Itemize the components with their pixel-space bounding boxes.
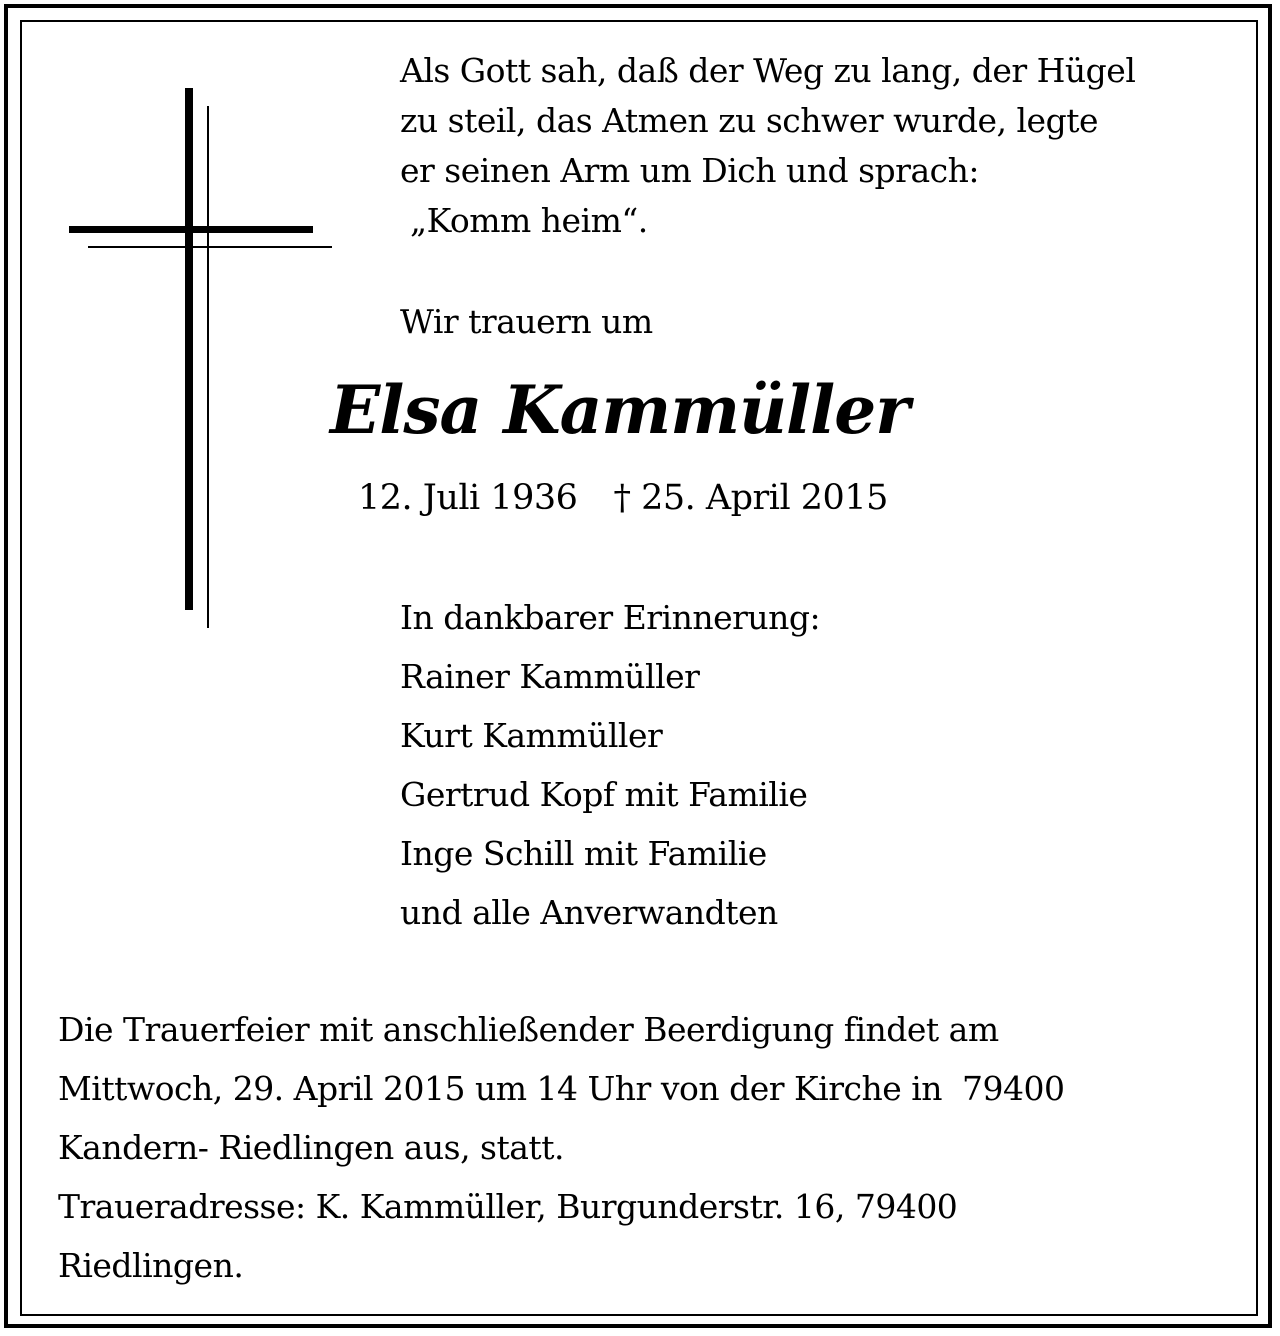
funeral-line: Mittwoch, 29. April 2015 um 14 Uhr von der Kirche in 79400 [58, 1069, 1065, 1108]
birth-date: 12. Juli 1936 [358, 478, 578, 518]
cross-icon [60, 80, 350, 640]
mourning-intro: Wir trauern um [400, 302, 653, 341]
funeral-line: Kandern- Riedlingen aus, statt. [58, 1128, 564, 1167]
survivors-heading: In dankbarer Erinnerung: [400, 598, 821, 637]
survivor-name: Gertrud Kopf mit Familie [400, 775, 808, 814]
funeral-info [58, 1002, 1248, 1297]
mourning-address: Riedlingen. [58, 1246, 244, 1285]
survivor-name: Rainer Kammüller [400, 657, 700, 696]
survivors-block [400, 592, 1220, 946]
life-dates [358, 476, 888, 520]
survivor-name: Inge Schill mit Familie [400, 834, 767, 873]
survivor-name: und alle Anverwandten [400, 893, 778, 932]
verse-line: „Komm heim“. [400, 201, 648, 240]
verse-line: Als Gott sah, daß der Weg zu lang, der Hügel [400, 51, 1136, 90]
verse-line: zu steil, das Atmen zu schwer wurde, legte [400, 101, 1098, 140]
deceased-name: Elsa Kammüller [330, 371, 909, 449]
verse-block [400, 46, 1230, 246]
verse-line: er seinen Arm um Dich und sprach: [400, 151, 979, 190]
death-date: † 25. April 2015 [613, 478, 888, 518]
mourning-address: Traueradresse: K. Kammüller, Burgunderstr. 16, 79400 [58, 1187, 958, 1226]
funeral-line: Die Trauerfeier mit anschließender Beerdigung findet am [58, 1010, 999, 1049]
survivor-name: Kurt Kammüller [400, 716, 663, 755]
